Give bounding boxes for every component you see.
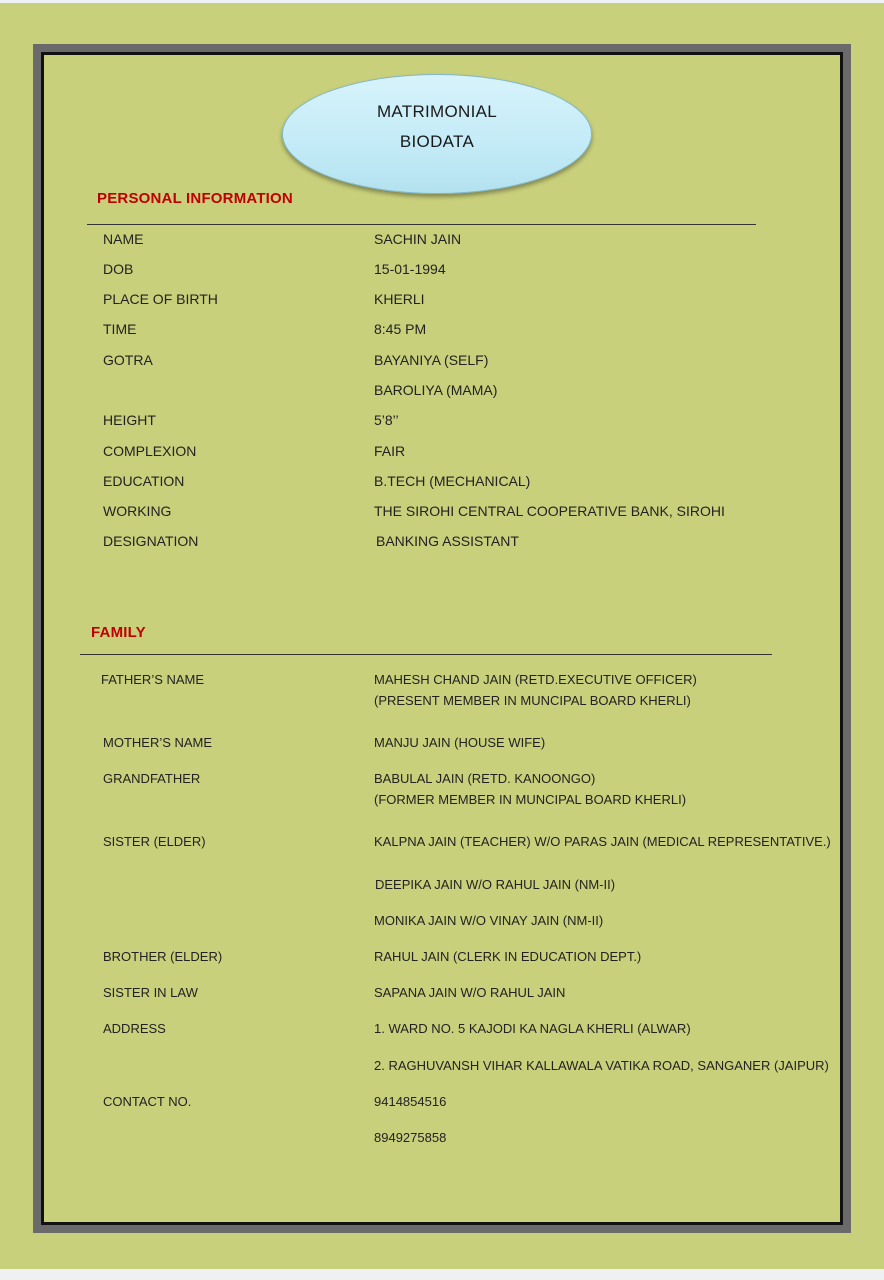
label-working: WORKING xyxy=(103,503,172,519)
title-oval xyxy=(282,74,592,194)
label-time: TIME xyxy=(103,321,137,337)
label-dob: DOB xyxy=(103,261,134,277)
value-mother: MANJU JAIN (HOUSE WIFE) xyxy=(374,735,546,750)
value-address-2: 2. RAGHUVANSH VIHAR KALLAWALA VATIKA ROAD, SANGANER (JAIPUR) xyxy=(374,1058,829,1073)
value-father-note: (PRESENT MEMBER IN MUNCIPAL BOARD KHERLI) xyxy=(374,693,691,708)
value-gotra-mama: BAROLIYA (MAMA) xyxy=(374,382,498,398)
label-sister-in-law: SISTER IN LAW xyxy=(103,985,198,1000)
value-sister-2: DEEPIKA JAIN W/O RAHUL JAIN (NM-II) xyxy=(375,877,616,892)
value-gotra-self: BAYANIYA (SELF) xyxy=(374,352,489,368)
biodata-page xyxy=(0,3,884,1269)
label-sister-elder: SISTER (ELDER) xyxy=(103,834,206,849)
family-heading: FAMILY xyxy=(91,624,146,641)
value-complexion: FAIR xyxy=(374,443,406,459)
title-line-1: MATRIMONIAL xyxy=(376,102,498,121)
value-name: SACHIN JAIN xyxy=(374,231,462,247)
value-brother: RAHUL JAIN (CLERK IN EDUCATION DEPT.) xyxy=(374,949,642,964)
label-name: NAME xyxy=(103,231,144,247)
value-education: B.TECH (MECHANICAL) xyxy=(374,473,531,489)
family-divider xyxy=(80,654,772,655)
value-address-1: 1. WARD NO. 5 KAJODI KA NAGLA KHERLI (ALWAR) xyxy=(374,1021,691,1036)
label-mother: MOTHER’S NAME xyxy=(103,735,213,750)
value-grandfather-note: (FORMER MEMBER IN MUNCIPAL BOARD KHERLI) xyxy=(374,792,687,807)
value-sister-1: KALPNA JAIN (TEACHER) W/O PARAS JAIN (MEDICAL REPRESENTATIVE.) xyxy=(374,834,831,849)
label-gotra: GOTRA xyxy=(103,352,153,368)
label-brother-elder: BROTHER (ELDER) xyxy=(103,949,223,964)
label-father: FATHER’S NAME xyxy=(101,672,205,687)
label-designation: DESIGNATION xyxy=(103,533,199,549)
value-dob: 15-01-1994 xyxy=(374,261,446,277)
value-contact-1: 9414854516 xyxy=(374,1094,447,1109)
label-education: EDUCATION xyxy=(103,473,185,489)
label-grandfather: GRANDFATHER xyxy=(103,771,201,786)
label-complexion: COMPLEXION xyxy=(103,443,197,459)
label-place-of-birth: PLACE OF BIRTH xyxy=(103,291,218,307)
label-address: ADDRESS xyxy=(103,1021,166,1036)
personal-heading: PERSONAL INFORMATION xyxy=(97,190,293,207)
value-contact-2: 8949275858 xyxy=(374,1130,447,1145)
label-contact: CONTACT NO. xyxy=(103,1094,192,1109)
value-place-of-birth: KHERLI xyxy=(374,291,425,307)
value-time: 8:45 PM xyxy=(374,321,427,337)
value-father: MAHESH CHAND JAIN (RETD.EXECUTIVE OFFICER) xyxy=(374,672,697,687)
value-designation: BANKING ASSISTANT xyxy=(376,533,519,549)
value-height: 5’8’’ xyxy=(374,412,399,428)
personal-divider xyxy=(87,224,756,225)
value-sister-3: MONIKA JAIN W/O VINAY JAIN (NM-II) xyxy=(374,913,604,928)
label-height: HEIGHT xyxy=(103,412,156,428)
value-grandfather: BABULAL JAIN (RETD. KANOONGO) xyxy=(374,771,596,786)
value-sister-in-law: SAPANA JAIN W/O RAHUL JAIN xyxy=(374,985,566,1000)
value-working: THE SIROHI CENTRAL COOPERATIVE BANK, SIROHI xyxy=(374,503,725,519)
title-line-2: BIODATA xyxy=(399,132,475,151)
inner-frame xyxy=(41,52,843,1225)
